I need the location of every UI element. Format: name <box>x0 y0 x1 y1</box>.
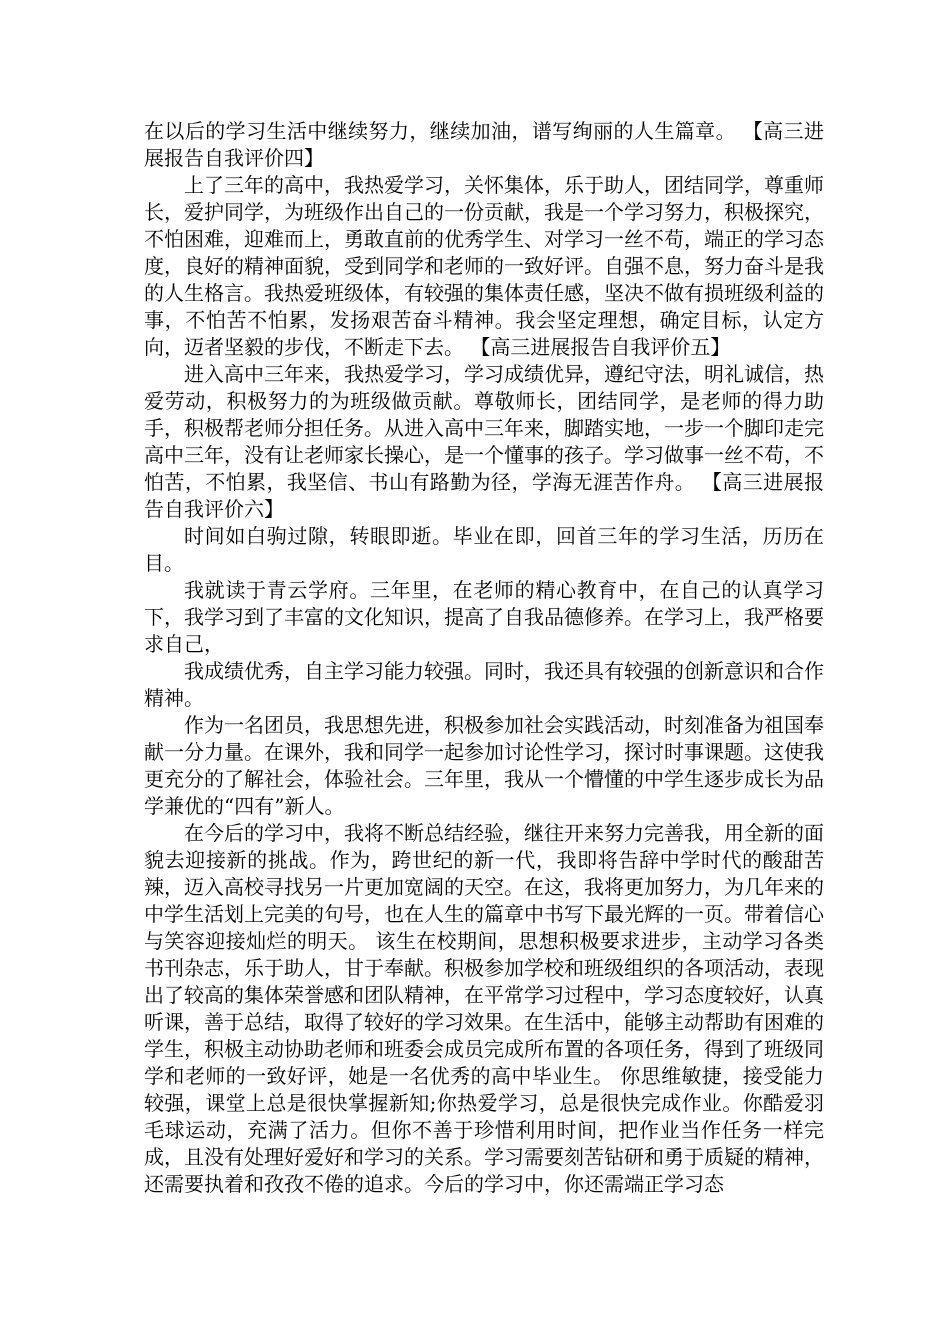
paragraph-6: 我成绩优秀，自主学习能力较强。同时，我还具有较强的创新意识和合作精神。 <box>144 659 824 710</box>
paragraph-5: 我就读于青云学府。三年里，在老师的精心教育中，在自己的认真学习下，我学习到了丰富的文化知识，提高了自我品德修养。在学习上，我严格要求自己， <box>144 578 824 656</box>
paragraph-1: 在以后的学习生活中继续努力，继续加油，谱写绚丽的人生篇章。 【高三进展报告自我评价四】 <box>144 119 824 170</box>
paragraph-8: 在今后的学习中，我将不断总结经验，继往开来努力完善我，用全新的面貌去迎接新的挑战。作为，跨世纪的新一代，我即将告辞中学时代的酸甜苦辣，迈入高校寻找另一片更加宽阔的天空。在这，我将更加努力，为几年来的中学生活划上完美的句号，也在人生的篇章中书写下最光辉的一页。带着信心与笑容迎接灿烂的明天。 该生在校期间，思想积极要求进步，主动学习各类书刊杂志，乐于助人，甘于奉献。积极参加学校和班级组织的各项活动，表现出了较高的集体荣誉感和团队精神，在平常学习过程中，学习态度较好，认真听课，善于总结，取得了较好的学习效果。在生活中，能够主动帮助有困难的学生，积极主动协助老师和班委会成员完成所布置的各项任务，得到了班级同学和老师的一致好评，她是一名优秀的高中毕业生。 你思维敏捷，接受能力较强，课堂上总是很快掌握新知;你热爱学习，总是很快完成作业。你酷爱羽毛球运动，充满了活力。但你不善于珍惜利用时间，把作业当作任务一样完成，且没有处理好爱好和学习的关系。学习需要刻苦钻研和勇于质疑的精神，还需要执着和孜孜不倦的追求。今后的学习中，你还需端正学习态 <box>144 821 824 1196</box>
paragraph-3: 进入高中三年来，我热爱学习，学习成绩优异，遵纪守法，明礼诚信，热爱劳动，积极努力的为班级做贡献。尊敬师长，团结同学，是老师的得力助手，积极帮老师分担任务。从进入高中三年来，脚踏实地，一步一个脚印走完高中三年，没有让老师家长操心，是一个懂事的孩子。学习做事一丝不苟，不怕苦，不怕累，我坚信、书山有路勤为径，学海无涯苦作舟。 【高三进展报告自我评价六】 <box>144 362 824 521</box>
document-page <box>144 118 824 1248</box>
paragraph-2: 上了三年的高中，我热爱学习，关怀集体，乐于助人，团结同学，尊重师长，爱护同学，为班级作出自己的一份贡献，我是一个学习努力，积极探究，不怕困难，迎难而上，勇敢直前的优秀学生、对学习一丝不苟，端正的学习态度，良好的精神面貌，受到同学和老师的一致好评。自强不息，努力奋斗是我的人生格言。我热爱班级体，有较强的集体责任感，坚决不做有损班级利益的事，不怕苦不怕累，发扬艰苦奋斗精神。我会坚定理想，确定目标，认定方向，迈者坚毅的步伐，不断走下去。 【高三进展报告自我评价五】 <box>144 173 824 359</box>
paragraph-7: 作为一名团员，我思想先进，积极参加社会实践活动，时刻准备为祖国奉献一分力量。在课外，我和同学一起参加讨论性学习，探讨时事课题。这使我更充分的了解社会，体验社会。三年里，我从一个懵懂的中学生逐步成长为品学兼优的“四有”新人。 <box>144 713 824 818</box>
paragraph-4: 时间如白驹过隙，转眼即逝。毕业在即，回首三年的学习生活，历历在目。 <box>144 524 824 575</box>
